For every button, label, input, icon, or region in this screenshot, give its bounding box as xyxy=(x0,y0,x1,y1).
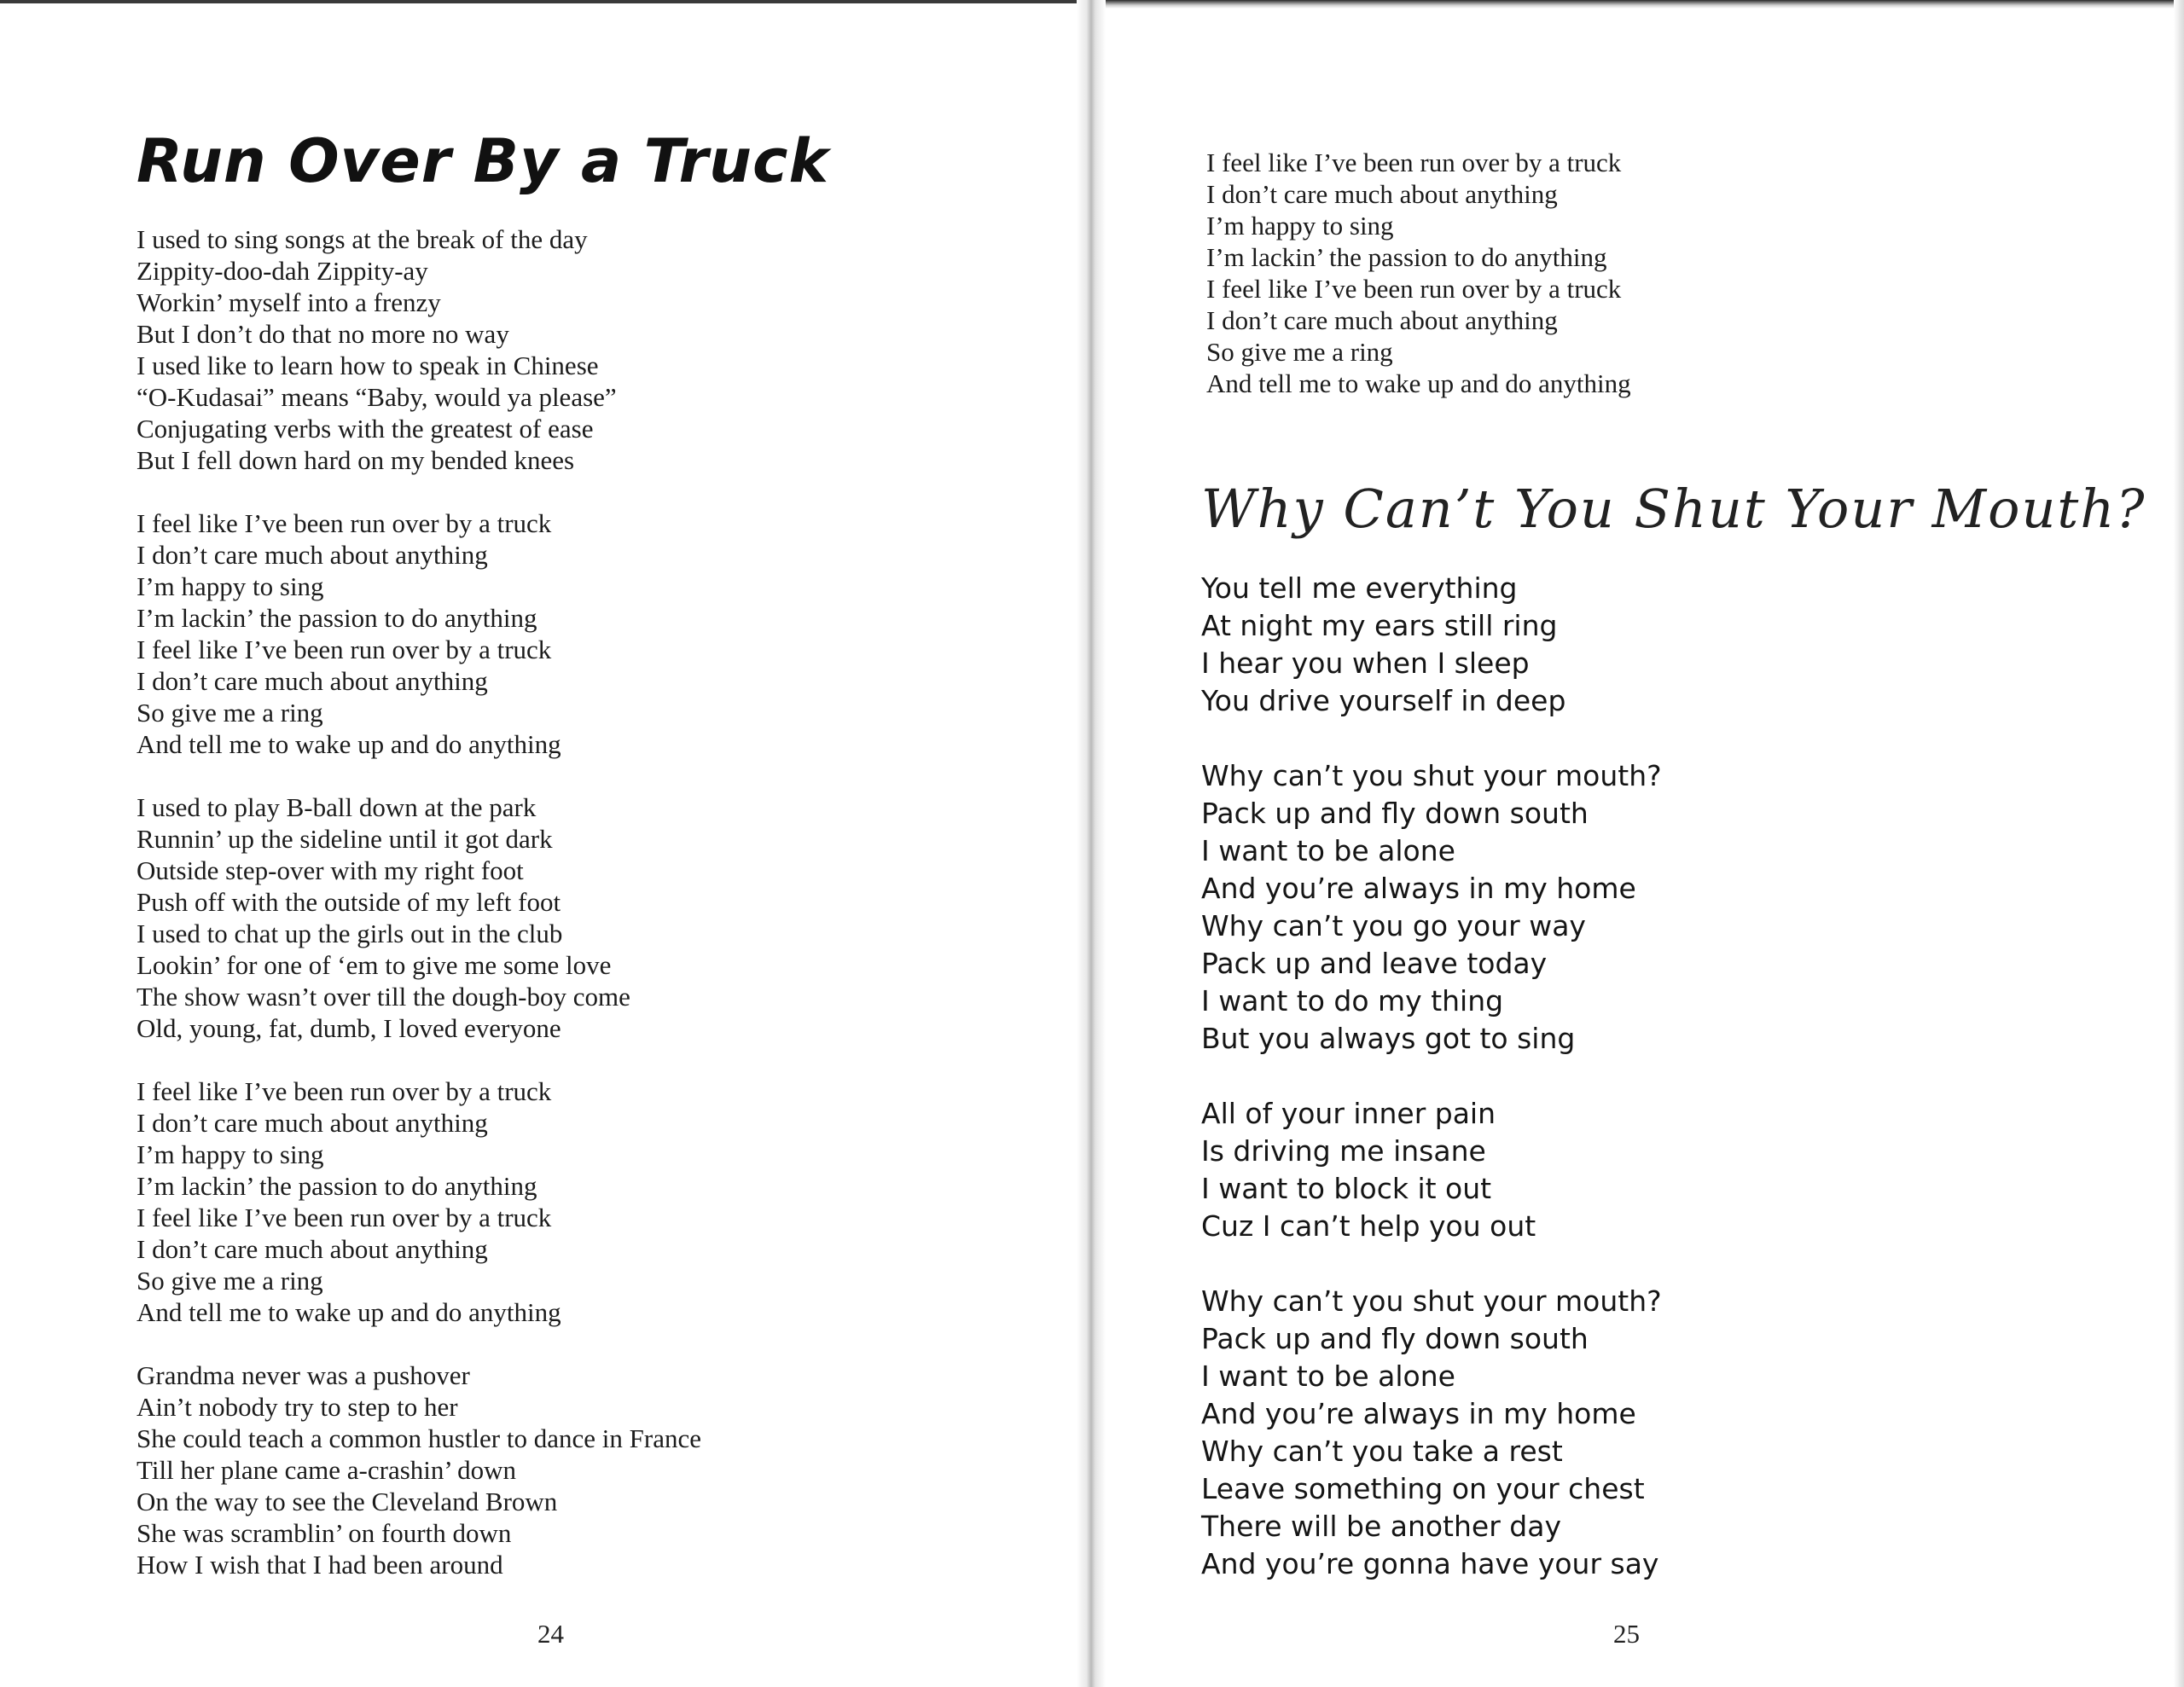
lyric-line: Lookin’ for one of ‘em to give me some love xyxy=(136,950,612,980)
lyric-line: But I fell down hard on my bended knees xyxy=(136,445,575,475)
lyric-line: There will be another day xyxy=(1201,1510,1561,1543)
page-number: 25 xyxy=(1613,1619,1640,1649)
lyric-line: I’m happy to sing xyxy=(136,571,324,601)
lyric-line: Push off with the outside of my left foot xyxy=(136,887,561,917)
lyric-line: At night my ears still ring xyxy=(1201,609,1558,642)
stanza xyxy=(1201,1095,1662,1245)
lyric-line: Ain’t nobody try to step to her xyxy=(136,1392,458,1422)
lyric-line: I used like to learn how to speak in Chinese xyxy=(136,351,599,380)
chorus xyxy=(1206,147,1631,399)
lyric-line: I feel like I’ve been run over by a truck xyxy=(1206,274,1622,304)
chorus xyxy=(136,1075,701,1328)
lyric-line: And tell me to wake up and do anything xyxy=(1206,368,1631,398)
lyric-line: I feel like I’ve been run over by a truck xyxy=(136,635,552,664)
lyric-line: I’m lackin’ the passion to do anything xyxy=(136,603,537,633)
lyric-line: I don’t care much about anything xyxy=(136,540,488,570)
lyric-line: I want to block it out xyxy=(1201,1172,1492,1205)
lyric-line: I don’t care much about anything xyxy=(136,1108,488,1138)
lyric-line: I feel like I’ve been run over by a truck xyxy=(136,508,552,538)
lyric-line: I’m happy to sing xyxy=(1206,211,1394,241)
lyric-line: How I wish that I had been around xyxy=(136,1550,503,1580)
lyric-line: I don’t care much about anything xyxy=(1206,179,1558,209)
lyric-line: And you’re always in my home xyxy=(1201,872,1636,905)
lyric-line: I don’t care much about anything xyxy=(136,666,488,696)
lyric-line: Old, young, fat, dumb, I loved everyone xyxy=(136,1013,561,1043)
lyric-line: I’m lackin’ the passion to do anything xyxy=(136,1171,537,1201)
lyric-line: But I don’t do that no more no way xyxy=(136,319,509,349)
lyric-line: Workin’ myself into a frenzy xyxy=(136,287,441,317)
lyric-line: Outside step-over with my right foot xyxy=(136,855,524,885)
lyric-line: The show wasn’t over till the dough-boy come xyxy=(136,982,630,1012)
lyric-line: I used to chat up the girls out in the club xyxy=(136,919,563,948)
lyric-line: You tell me everything xyxy=(1201,571,1518,605)
lyric-line: Is driving me insane xyxy=(1201,1134,1486,1168)
lyric-line: Conjugating verbs with the greatest of ease xyxy=(136,414,594,443)
stanza xyxy=(136,1359,701,1580)
lyric-line: So give me a ring xyxy=(136,698,323,728)
lyric-line: Why can’t you shut your mouth? xyxy=(1201,1284,1662,1318)
lyric-line: Cuz I can’t help you out xyxy=(1201,1209,1536,1243)
lyric-line: She could teach a common hustler to dance in France xyxy=(136,1423,701,1453)
lyric-line: I’m happy to sing xyxy=(136,1139,324,1169)
right-page xyxy=(1106,0,2174,1687)
lyric-line: Zippity-doo-dah Zippity-ay xyxy=(136,256,428,286)
lyric-line: “O-Kudasai” means “Baby, would ya please” xyxy=(136,382,617,412)
lyric-line: On the way to see the Cleveland Brown xyxy=(136,1487,558,1516)
book-gutter xyxy=(1077,0,1106,1687)
stanza xyxy=(1201,570,1662,720)
lyrics-block xyxy=(136,223,701,1580)
lyric-line: So give me a ring xyxy=(136,1266,323,1296)
lyric-line: But you always got to sing xyxy=(1201,1022,1576,1055)
stanza xyxy=(136,791,701,1044)
song-title: Why Can’t You Shut Your Mouth? xyxy=(1201,478,2146,540)
lyric-line: I feel like I’ve been run over by a truck xyxy=(1206,148,1622,177)
lyric-line: All of your inner pain xyxy=(1201,1097,1496,1130)
lyric-line: I used to sing songs at the break of the day xyxy=(136,224,588,254)
lyric-line: And tell me to wake up and do anything xyxy=(136,729,561,759)
song-title: Run Over By a Truck xyxy=(136,126,830,196)
lyric-line: Till her plane came a-crashin’ down xyxy=(136,1455,517,1485)
lyric-line: Pack up and leave today xyxy=(1201,947,1548,980)
lyrics-block-continued xyxy=(1206,147,1631,399)
lyric-line: Why can’t you shut your mouth? xyxy=(1201,759,1662,792)
chorus xyxy=(1201,757,1662,1058)
lyric-line: I feel like I’ve been run over by a truck xyxy=(136,1203,552,1232)
lyric-line: I want to be alone xyxy=(1201,834,1455,867)
lyric-line: She was scramblin’ on fourth down xyxy=(136,1518,512,1548)
chorus xyxy=(1201,1283,1662,1583)
chorus xyxy=(136,507,701,760)
lyric-line: Leave something on your chest xyxy=(1201,1472,1645,1505)
lyric-line: I’m lackin’ the passion to do anything xyxy=(1206,242,1607,272)
lyric-line: Grandma never was a pushover xyxy=(136,1360,470,1390)
lyric-line: And you’re gonna have your say xyxy=(1201,1547,1659,1580)
lyric-line: I hear you when I sleep xyxy=(1201,646,1530,680)
lyric-line: Pack up and fly down south xyxy=(1201,797,1589,830)
lyric-line: Pack up and fly down south xyxy=(1201,1322,1589,1355)
lyric-line: And you’re always in my home xyxy=(1201,1397,1636,1430)
stanza xyxy=(136,223,701,476)
lyric-line: I want to be alone xyxy=(1201,1359,1455,1393)
lyric-line: You drive yourself in deep xyxy=(1201,684,1566,717)
lyric-line: I don’t care much about anything xyxy=(1206,305,1558,335)
lyric-line: I used to play B-ball down at the park xyxy=(136,792,537,822)
lyrics-block xyxy=(1201,570,1662,1583)
lyric-line: Runnin’ up the sideline until it got dark xyxy=(136,824,553,854)
lyric-line: And tell me to wake up and do anything xyxy=(136,1297,561,1327)
lyric-line: I don’t care much about anything xyxy=(136,1234,488,1264)
lyric-line: I feel like I’ve been run over by a truck xyxy=(136,1076,552,1106)
left-page xyxy=(0,0,1077,1687)
lyric-line: Why can’t you take a rest xyxy=(1201,1435,1563,1468)
page-edge-shadow xyxy=(2174,0,2184,1687)
page-number: 24 xyxy=(537,1619,564,1649)
lyric-line: So give me a ring xyxy=(1206,337,1393,367)
lyric-line: Why can’t you go your way xyxy=(1201,909,1586,942)
lyric-line: I want to do my thing xyxy=(1201,984,1504,1017)
